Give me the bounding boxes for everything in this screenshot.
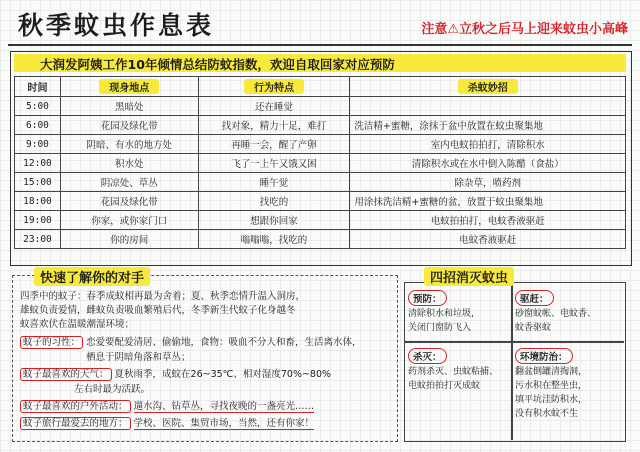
title-divider — [8, 44, 632, 46]
table-row — [15, 135, 626, 154]
table-row — [15, 154, 626, 173]
page-title: 秋季蚊虫作息表 — [18, 11, 215, 40]
knowledge-intro-line1: 四季中的蚊子：春季成蚊相再最为舍着；夏、秋季恋情升温入洞房， — [20, 291, 306, 302]
cell-tip: 除杂草，喷药剂 — [350, 173, 626, 192]
tip-repel-tag: 驱赶： — [515, 290, 554, 306]
tip-kill-tag: 杀灭： — [408, 348, 447, 364]
header-place — [60, 77, 198, 97]
cell-behavior: 找对象，精力十足，难打 — [198, 116, 350, 135]
tips-horizontal-divider — [404, 341, 624, 343]
cell-tip: 清除积水或在水中倒入陈醋（食盐） — [350, 154, 626, 173]
habit-text1: 恋爱要配爱清居、偷偷地，食物：吸血不分人和畜，生活离水体， — [86, 337, 362, 348]
knowledge-title: 快速了解你的对手 — [34, 267, 150, 286]
warning-notice: 注意⚠立秋之后马上迎来蚊虫小高峰 — [421, 22, 628, 37]
table-row — [15, 211, 626, 230]
cell-time: 12:00 — [15, 154, 61, 173]
cell-place: 你的房间 — [60, 230, 198, 249]
tip-repel-text — [515, 307, 596, 335]
cell-behavior: 想跟你回家 — [198, 211, 350, 230]
outdoor-label: 蚊子最喜欢的户外活动： — [20, 400, 131, 413]
cell-behavior: 再睡一会，醒了产卵 — [198, 135, 350, 154]
tip-env-line1: 翻盆倒罐清掏洞， — [515, 367, 588, 377]
cell-place: 积水处 — [60, 154, 198, 173]
habit-label: 蚊子的习性： — [20, 336, 83, 349]
tip-env-line4: 没有积水蚊不生 — [515, 409, 579, 419]
tip-repel-line1: 砂窗蚊帐、电蚊香、 — [515, 309, 597, 319]
cell-place: 花园及绿化带 — [60, 116, 198, 135]
tips-vertical-divider — [511, 282, 513, 440]
cell-tip: 用涂抹洗洁精+蜜糖的盆，放置于蚊虫聚集地 — [350, 192, 626, 211]
travel-line — [20, 415, 314, 429]
cell-behavior: 找吃的 — [198, 192, 350, 211]
cell-time: 15:00 — [15, 173, 61, 192]
table-row — [15, 192, 626, 211]
cell-time: 9:00 — [15, 135, 61, 154]
tip-prevent-line1: 清除积水和垃圾， — [408, 309, 481, 319]
header-behavior — [198, 77, 350, 97]
cell-behavior: 还在睡觉 — [198, 97, 350, 116]
table-row — [15, 116, 626, 135]
cell-time: 23:00 — [15, 230, 61, 249]
cell-behavior: 嗡嗡嗡，找吃的 — [198, 230, 350, 249]
cell-behavior: 飞了一上午又饿又困 — [198, 154, 350, 173]
weather-label: 蚊子最喜欢的天气： — [20, 368, 112, 381]
weather-text1: 夏秋雨季，成蚊在26~35℃、相对湿度70%~80% — [114, 369, 332, 380]
cell-tip: 电蚊香液驱赶 — [350, 230, 626, 249]
travel-label: 蚊子旅行最爱去的地方： — [20, 417, 131, 430]
cell-behavior: 睡午觉 — [198, 173, 350, 192]
habit-line1 — [20, 334, 362, 348]
weather-text2: 左右时最为活跃。 — [74, 384, 151, 395]
tip-prevent-tag: 预防： — [408, 290, 447, 306]
header-time — [15, 77, 61, 97]
header-tip-label: 杀蚊妙招 — [458, 79, 518, 94]
cell-time: 5:00 — [15, 97, 61, 116]
travel-text: 学校、医院、集贸市场，当然，还有你家！ — [133, 418, 315, 429]
tip-prevent-line2: 关闭门窗防飞入 — [408, 323, 472, 333]
cell-time: 19:00 — [15, 211, 61, 230]
cell-place: 阴凉处、草丛 — [60, 173, 198, 192]
cell-tip: 电蚊拍拍打，电蚊香液驱赶 — [350, 211, 626, 230]
tip-env-line3: 填平坑洼防积水， — [515, 395, 588, 405]
tips-title: 四招消灭蚊虫 — [424, 267, 514, 286]
tip-kill-line1: 药剂杀灭、虫蚊粘捕、 — [408, 367, 499, 377]
outdoor-text: 遛水沟、钻草丛，寻找夜晚的一盏亮光…… — [133, 401, 315, 412]
tip-repel-line2: 蚊香驱蚊 — [515, 323, 552, 333]
banner-text: 大润发阿姨工作10年倾情总结防蚊指数，欢迎自取回家对应预防 — [40, 57, 395, 72]
cell-place: 阴暗、有水的地方处 — [60, 135, 198, 154]
cell-place: 你家，或你家门口 — [60, 211, 198, 230]
habit-text2: 栖息于阴暗角落和草丛； — [86, 352, 191, 363]
weather-line1 — [20, 366, 331, 380]
tip-environment-text — [515, 365, 587, 421]
cell-place: 花园及绿化带 — [60, 192, 198, 211]
header-time-label: 时间 — [27, 83, 48, 94]
table-row — [15, 173, 626, 192]
tip-env-line2: 污水积在整坐虫， — [515, 381, 588, 391]
header-behavior-label: 行为特点 — [244, 79, 304, 94]
table-row — [15, 97, 626, 116]
schedule-table — [14, 76, 626, 249]
knowledge-intro-line2: 雄蚊负责爱情，雌蚊负责吸血繁殖后代，冬季新生代蚊子化身越冬 — [20, 305, 296, 316]
header-tip — [350, 77, 626, 97]
cell-tip: 室内电蚊拍拍打，清除积水 — [350, 135, 626, 154]
table-row — [15, 230, 626, 249]
cell-time: 18:00 — [15, 192, 61, 211]
tip-kill-line2: 电蚊拍拍打灭成蚊 — [408, 381, 481, 391]
cell-tip — [350, 97, 626, 116]
tip-environment-tag: 环境防治： — [515, 348, 573, 364]
cell-place: 黑暗处 — [60, 97, 198, 116]
knowledge-intro-line3: 蚊喜欢伏在温暖潮湿环境； — [20, 319, 135, 330]
cell-tip: 洗洁精+蜜糖，涂抹于盆中放置在蚊虫聚集地 — [350, 116, 626, 135]
cell-time: 6:00 — [15, 116, 61, 135]
table-header-row — [15, 77, 626, 97]
header-place-label: 现身地点 — [99, 79, 159, 94]
tip-kill-text — [408, 365, 498, 393]
outdoor-line — [20, 398, 314, 412]
tip-prevent-text — [408, 307, 480, 335]
